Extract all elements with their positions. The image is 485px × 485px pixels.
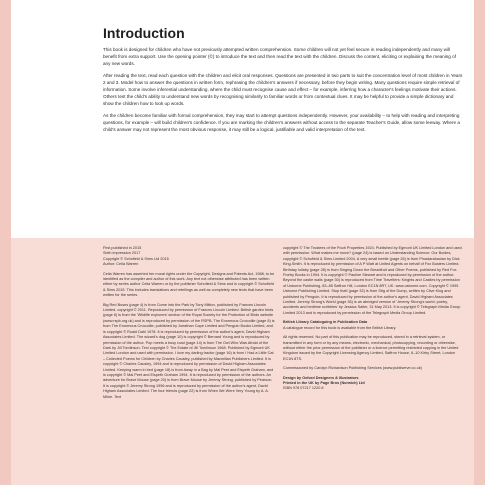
copyright-line: Copyright © Schofield & Sims Ltd 2015 (103, 256, 169, 261)
right-margin-band (474, 0, 485, 485)
page-title: Introduction (103, 25, 185, 41)
impression-line: Sixth impression 2017 (103, 251, 141, 256)
intro-paragraph: As the children become familiar with formal comprehension, they may start to attempt questions independently. However, your availability – to help with reading and interpreting questions, for example – will build children's confidence. If you are marking the children's answers without access to the separate Teacher's Guide, allow some leeway. Where a child's answer may not represent the most obvious response, it may still be a logical, justifiable and valid interpretation of the text. (103, 113, 460, 132)
intro-paragraph: After reading the text, read each question with the children and elicit oral responses. Questions are presented in two parts to suit the concentration level of most children in Years 2 and 3. Model how to answer the questions in written form, rephrasing the children's answers if necessary, before they begin writing. Many questions require simple retrieval of information. Some involve inferential understanding, where the child must recognise cause and effect – for example, inferring how a character's feelings motivate their actions. Others test the child's ability to understand new words by recognising similarity to familiar words or from contextual clues. It may be helpful to provide a simple dictionary and show the children how to look up words. (103, 73, 463, 106)
left-margin-band (0, 0, 11, 485)
acknowledgements-continued: copyright © The Trustees of the Pooh Properties 1924. Published by Egmont UK Limited London and used with permission. What makes me move? (page 24) is based on Understanding Science: Our Bodies, copyright © Schofield & Sims Limited 2004. A very small beetle (page 26) is from Pinadarabaulan by Dick King-Smith. It is reproduced by permission of A P Watt at United Agents on behalf of Fox Busters Limited. Birthday lullaby (page 28) is from Singing Down the Breadfruit and Other Poems, published by Red Fox Poetry Books in 1994. It is copyright © Pauline Stewart and is reproduced by permission of the author. Beyond the castle walls (page 30) is reproduced from Time Travellers: Knights and Castles by permission of Usborne Publishing, 83–85 Saffron Hill, London EC1N 8RT, UK. www.usborne.com. Copyright © 1995 Usborne Publishing Limited. Stop that! (page 32) is from Stig of the Dump, written by Clive King and published by Penguin. It is reproduced by permission of the author's agent, David Higham Associates Limited. Jeremy Strong's World (page 36) is an abridged version of 'Jeremy Strong's world: poetry, accidents and bedtime scribbles' by Jessica Salter, 31 May 2013. It is copyright © Telegraph Media Group Limited 2013 and is reproduced by permission of the Telegraph Media Group Limited. (283, 246, 462, 315)
intro-paragraph: This book is designed for children who have not previously attempted written comprehension. Some children will not yet feel secure in reading independently and many will benefit from extra support. Use the opening pointer (©) to introduce the text and then read the text with the children. Discuss the content, eliciting or explaining the meaning of any new words. (103, 47, 456, 66)
edition-line: First published in 2015 (103, 246, 142, 250)
commissioned-line: Commissioned by Carolyn Richardson Publishing Services (www.publiserve.co.uk) (283, 366, 422, 371)
introduction-text (103, 46, 463, 138)
acknowledgements-paragraph: Big Red Buses (page 4) is from Come into the Park by Tony Mitton, published by Frances Lincoln Limited, copyright © 2011. Reproduced by permission of Frances Lincoln Limited. British garden birds (page 6) is from the 'Wildlife explorers' section of the Royal Society for the Protection of Birds website (www.rspb.org.uk) and is reproduced by permission of the RSPB. The Enormous Crocodile (page 8) is from The Enormous Crocodile, published by Jonathan Cape Limited and Penguin Books Limited, and is copyright © Roald Dahl 1978. It is reproduced by permission of the author's agent, David Higham Associates Limited. The wizard's dog (page 10) is copyright © Bernard Young and is reproduced by permission of the author. Pop meets a busy road (page 14) is from The Owl Who Was Afraid of the Dark by Jill Tomlinson. Text copyright © The Estate of Jill Tomlinson 1968. Published by Egmont UK Limited London and used with permission. I love my darling tractor (page 16) is from I Had a Little Cat – Collected Poems for Children by Charles Causley, published by Macmillan Publishers Limited. It is copyright © Charles Causley, 1994 and is reproduced by permission of David Higham Associates Limited. Keeping warm in bed (page 18) is from Away in a Bag by Mal Peet and Elspeth Graham, and is copyright © Mal Peet and Elspeth Graham 1994. It is reproduced by permission of the authors. An adventure for Brave Mouse (page 20) is from Brave Mouse by Jeremy Strong, published by Pearson. It is copyright © Jeremy Strong 1996 and is reproduced by permission of the author's agent, David Higham Associates Limited. The four friends (page 22) is from When We Were Very Young by A. A. Milne. Text (103, 302, 275, 399)
rights-reserved-paragraph: All rights reserved. No part of this publication may be reproduced, stored in a retrieval system, or transmitted in any form or by any means, electronic, mechanical, photocopying, recording or otherwise, without either the prior permission of the publisher or a licence permitting restricted copying in the United Kingdom issued by the Copyright Licensing Agency Limited, Saffron House, 6–10 Kirby Street, London EC1N 8TS. (283, 335, 459, 361)
isbn-line: ISBN 978 07217 1220 8 (283, 386, 324, 391)
cataloguing-note: A catalogue record for this book is available from the British Library. (283, 325, 397, 330)
copyright-left-column (103, 246, 275, 404)
printer-credit: Printed in the UK by Page Bros (Norwich) Ltd (283, 380, 365, 385)
author-line: Author: Celia Warren (103, 262, 139, 267)
design-credit: Design by Oxford Designers & Illustrators (283, 375, 359, 380)
moral-rights-paragraph: Celia Warren has asserted her moral rights under the Copyright, Designs and Patents Act, 1988, to be identified as the compiler and author of this work. Any text not otherwise attributed has been written either by series author Celia Warren or by the publisher Schofield & Sims and is copyright © Schofield & Sims 2015. This includes translations and retellings as well as completely new texts that have been written for the series. (103, 271, 275, 298)
copyright-right-column (283, 246, 463, 396)
cataloguing-heading: British Library Cataloguing in Publication Data (283, 320, 368, 325)
